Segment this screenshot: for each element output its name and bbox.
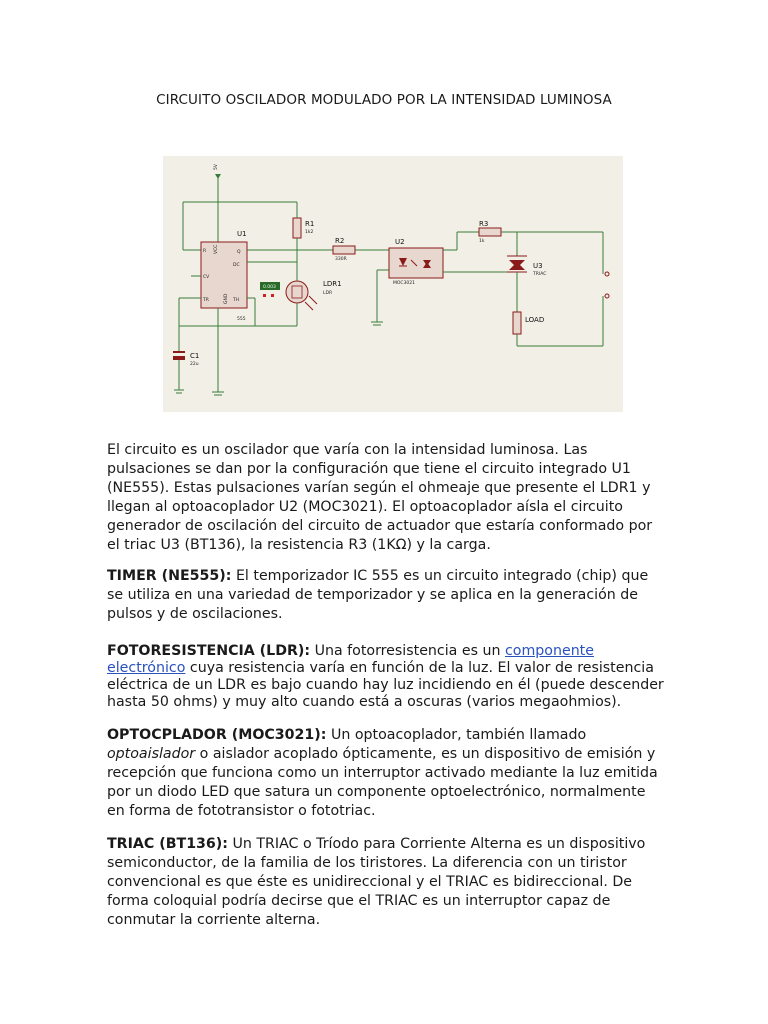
- u2-part: MOC3021: [393, 281, 416, 286]
- circuit-schematic: [163, 156, 623, 412]
- vcc-arrow: [215, 174, 221, 179]
- opto-text-1: Un optoacoplador, también llamado: [326, 727, 587, 743]
- c1-value: 22u: [190, 362, 199, 367]
- intro-text: El circuito es un oscilador que varía con la intensidad luminosa. Las pulsaciones se dan por la configuración que tiene el circuito integrado U1 (NE555). Estas pulsaciones varían según el ohmeaje que presente el LDR1 y llegan al optoacoplador U2 (MOC3021). El optoacoplador aísla el circuito generador de oscilación del circuito de actuador que estaría conformado por el triac U3 (BT136), la resistencia R3 (1KΩ) y la carga.: [107, 442, 653, 553]
- schematic-svg: [163, 156, 623, 412]
- ldr-text-2: cuya resistencia varía en función de la luz. El valor de resistencia eléctrica de un LDR es bajo cuando hay luz incidiendo en él (puede descender hasta 50 ohms) y muy alto cuando está a oscuras (varios megaohmios).: [107, 660, 664, 710]
- timer-heading: TIMER (NE555):: [107, 568, 232, 584]
- u1-label: U1: [237, 230, 247, 238]
- u1-pin-r: R: [203, 249, 207, 254]
- u1-pin-tr: TR: [203, 298, 209, 303]
- r3-value: 1k: [479, 239, 485, 244]
- ldr-meter-value: 0.003: [263, 285, 276, 290]
- ldr1-label: LDR1: [323, 280, 342, 288]
- opto-text-2: o aislador acoplado ópticamente, es un dispositivo de emisión y recepción que funciona como un interruptor activado mediante la luz emitida por un diodo LED que satura un componente optoelectrónico, normalmente en forma de fototransistor o fototriac.: [107, 746, 658, 819]
- ac-terminal-1: [605, 272, 609, 276]
- r2-resistor: [333, 246, 355, 254]
- ldr-light-2: [305, 302, 313, 310]
- ldr1-sub: LDR: [323, 291, 333, 296]
- load-label: LOAD: [525, 316, 545, 324]
- u1-pin-q: Q: [237, 250, 241, 255]
- u1-pin-vcc: VCC: [214, 244, 219, 254]
- r3-label: R3: [479, 220, 489, 228]
- triac-heading: TRIAC (BT136):: [107, 836, 228, 852]
- u1-pin-gnd: GND: [224, 293, 229, 304]
- ldr-meter-pin-2: [271, 294, 274, 297]
- u1-part: 555: [237, 317, 246, 322]
- r2-label: R2: [335, 237, 345, 245]
- u1-pin-dc: DC: [233, 263, 240, 268]
- ac-terminal-2: [605, 294, 609, 298]
- ldr1-body: [286, 281, 308, 303]
- c1-label: C1: [190, 352, 200, 360]
- timer-text: El temporizador IC 555 es un circuito integrado (chip) que se utiliza en una variedad de temporizador y se aplica en la generación de pulsos y de oscilaciones.: [107, 568, 649, 622]
- c1-plate-2: [173, 356, 185, 360]
- triac-text: Un TRIAC o Tríodo para Corriente Alterna es un dispositivo semiconductor, de la familia de los tiristores. La diferencia con un tiristor convencional es que éste es unidireccional y el TRIAC es bidireccional. De forma coloquial podría decirse que el TRIAC es un interruptor capaz de conmutar la corriente alterna.: [107, 836, 646, 928]
- ldr-heading: FOTORESISTENCIA (LDR):: [107, 643, 311, 659]
- load-resistor: [513, 312, 521, 334]
- triac-paragraph: [107, 835, 667, 930]
- r3-resistor: [479, 228, 501, 236]
- timer-paragraph: [107, 567, 667, 624]
- opto-heading: OPTOCPLADOR (MOC3021):: [107, 727, 327, 743]
- r1-label: R1: [305, 220, 315, 228]
- ldr-meter-pin-1: [263, 294, 266, 297]
- u1-pin-cv: CV: [203, 275, 210, 280]
- page-title: CIRCUITO OSCILADOR MODULADO POR LA INTENSIDAD LUMINOSA: [156, 92, 612, 108]
- u3-part: TRIAC: [533, 272, 547, 277]
- u2-label: U2: [395, 238, 405, 246]
- componente-electronico-link[interactable]: componente electrónico: [107, 643, 594, 676]
- opto-paragraph: [107, 726, 667, 821]
- ldr-text-1: Una fotorresistencia es un: [310, 643, 505, 659]
- intro-paragraph: [107, 441, 667, 555]
- r1-resistor: [293, 218, 301, 238]
- vcc-label: 5V: [214, 164, 219, 170]
- u2-optocoupler: [389, 248, 443, 278]
- ldr-light-1: [309, 296, 317, 304]
- u3-label: U3: [533, 262, 543, 270]
- optoaislador-term: optoaislador: [107, 746, 196, 762]
- u1-pin-th: TH: [233, 298, 240, 303]
- r1-value: 1k2: [305, 230, 314, 235]
- ldr-paragraph: [107, 643, 667, 711]
- r2-value: 330R: [335, 257, 347, 262]
- u3-triac-2: [509, 262, 525, 270]
